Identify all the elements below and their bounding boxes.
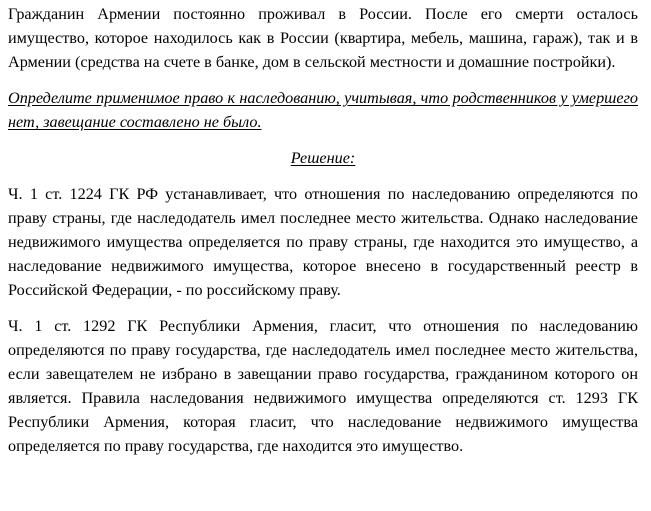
intro-paragraph: Гражданин Армении постоянно проживал в России. После его смерти осталось имущество, которое находилось как в России (квартира, мебель, машина, гараж), так и в Армении (средства на счете в банке, дом в сельской местности и домашние постройки). [8, 5, 638, 71]
solution-heading: Решение: [290, 149, 356, 167]
task-text: Определите применимое право к наследованию, учитывая, что родственников у умершего нет, завещание составлено не было. [8, 89, 638, 131]
solution-paragraph-2: Ч. 1 ст. 1292 ГК Республики Армения, гласит, что отношения по наследованию определяются по праву государства, где наследодатель имел последнее место жительства, если завещателем не избрано в завещании право государства, гражданином которого он является. Правила наследования недвижимого имущества определяются ст. 1293 ГК Республики Армения, которая гласит, что наследование недвижимого имущества определяется по праву государства, где находится это имущество. [8, 317, 638, 455]
solution-paragraph-1: Ч. 1 ст. 1224 ГК РФ устанавливает, что отношения по наследованию определяются по праву страны, где наследодатель имел последнее место жительства. Однако наследование недвижимого имущества определяется по праву страны, где находится это имущество, а наследование недвижимого имущества, которое внесено в государственный реестр в Российской Федерации, - по российскому праву. [8, 185, 638, 299]
task-paragraph [8, 86, 638, 134]
document-body [8, 2, 638, 458]
